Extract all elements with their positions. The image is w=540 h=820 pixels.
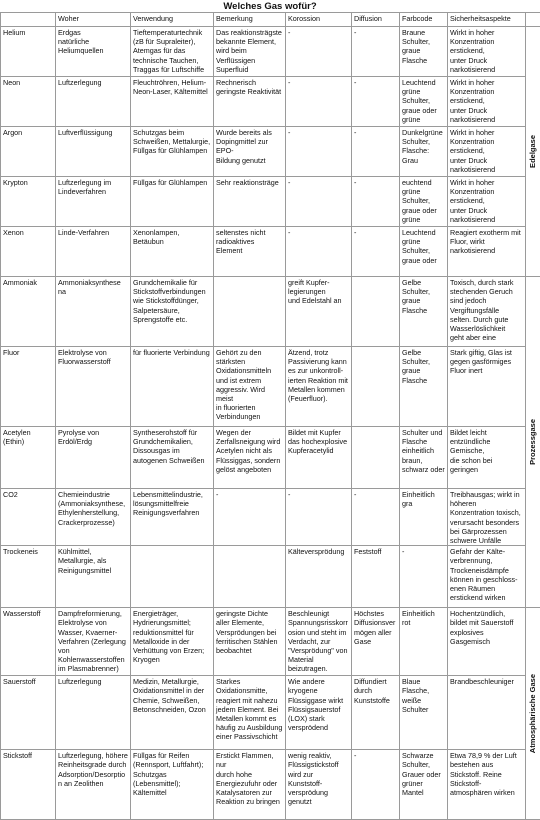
cell-diffusion: Höchstes Diffusionsver mögen aller Gase [352, 608, 400, 676]
header-bemerkung: Bemerkung [214, 13, 286, 27]
cell-bemerkung: Gehört zu den stärksten Oxidationsmitteln und ist extrem aggressiv. Wird meist in fluorierten Verbindungen [214, 347, 286, 427]
cell-bemerkung [214, 277, 286, 347]
cell-diffusion: - [352, 177, 400, 227]
cell-woher: Luftzerlegung [56, 77, 131, 127]
cell-verwendung: Füllgas für Reifen (Rennsport, Luftfahrt); Schutzgas (Lebensmittel); Kältemittel [131, 750, 214, 820]
cell-gas-name: Helium [1, 27, 56, 77]
cell-farbcode: euchtend grüne Schulter, graue oder grüne [400, 177, 448, 227]
cell-farbcode: Braune Schulter, graue Flasche [400, 27, 448, 77]
cell-woher: Kühlmittel, Metallurgie, als Reinigungsmittel [56, 546, 131, 608]
cell-gas-name: Acetylen (Ethin) [1, 427, 56, 489]
header-woher: Woher [56, 13, 131, 27]
cell-farbcode: Einheitlich rot [400, 608, 448, 676]
cell-verwendung: Grundchemikalie für Stickstoffverbindungen wie Stickstoffdünger, Salpetersäure, Sprengstoffe etc. [131, 277, 214, 347]
cell-bemerkung: Erstickt Flammen, nur durch hohe Energiezufuhr oder Katalysatoren zur Reaktion zu bringen [214, 750, 286, 820]
cell-korossion: - [286, 127, 352, 177]
table-row [1, 27, 540, 77]
cell-diffusion: - [352, 750, 400, 820]
cell-sicherheitsaspekte: Gefahr der Kälte- verbrennung, Trockeneisdämpfe können in geschloss- enen Räumen erstickend wirken [448, 546, 526, 608]
cell-korossion: - [286, 77, 352, 127]
cell-farbcode: Leuchtend grüne Schulter, graue oder grüne [400, 77, 448, 127]
cell-sicherheitsaspekte: Etwa 78,9 % der Luft bestehen aus Stickstoff. Reine Stickstoff- atmosphären wirken [448, 750, 526, 820]
cell-woher: Erdgas natürliche Heliumquellen [56, 27, 131, 77]
cell-gas-name: Xenon [1, 227, 56, 277]
group-cell [526, 608, 540, 820]
table-row [1, 427, 540, 489]
cell-sicherheitsaspekte: Brandbeschleuniger [448, 676, 526, 750]
cell-woher: Luftzerlegung, höhere Reinheitsgrade durch Adsorption/Desorptio n an Zeolithen [56, 750, 131, 820]
cell-bemerkung: Das reaktionsträgste bekannte Element, wird beim Verflüssigen Superfluid [214, 27, 286, 77]
cell-bemerkung: Wegen der Zerfallsneigung wird Acetylen nicht als Flüssiggas, sondern gelöst angeboten [214, 427, 286, 489]
cell-farbcode: Blaue Flasche, weiße Schulter [400, 676, 448, 750]
cell-diffusion [352, 427, 400, 489]
cell-farbcode: Schulter und Flasche einheitlich braun, schwarz oder [400, 427, 448, 489]
cell-korossion: - [286, 227, 352, 277]
group-cell [526, 277, 540, 608]
header-diffusion: Diffusion [352, 13, 400, 27]
table-row [1, 227, 540, 277]
header-korossion: Korossion [286, 13, 352, 27]
cell-diffusion: - [352, 227, 400, 277]
gas-table [0, 12, 540, 820]
cell-farbcode: Gelbe Schulter, graue Flasche [400, 347, 448, 427]
header-farbcode: Farbcode [400, 13, 448, 27]
table-row [1, 277, 540, 347]
cell-woher: Luftzerlegung im Lindeverfahren [56, 177, 131, 227]
cell-bemerkung: Starkes Oxidationsmitte, reagiert mit nahezu jedem Element. Bei Metallen kommt es häufig zu Ausbildung einer Passivschicht [214, 676, 286, 750]
cell-bemerkung: seltenstes nicht radioaktives Element [214, 227, 286, 277]
header-sicherheitsaspekte: Sicherheitsaspekte [448, 13, 526, 27]
cell-sicherheitsaspekte: Bildet leicht entzündliche Gemische, die schon bei geringen [448, 427, 526, 489]
cell-sicherheitsaspekte: Hochentzündlich, bildet mit Sauerstoff explosives Gasgemisch [448, 608, 526, 676]
group-cell [526, 27, 540, 277]
cell-verwendung: Fleuchtröhren, Helium- Neon-Laser, Kältemittel [131, 77, 214, 127]
cell-sicherheitsaspekte: Wirkt in hoher Konzentration erstickend, unter Druck narkotisierend [448, 177, 526, 227]
cell-gas-name: Neon [1, 77, 56, 127]
cell-gas-name: Stickstoff [1, 750, 56, 820]
group-label: Edelgase [528, 135, 537, 168]
cell-sicherheitsaspekte: Toxisch, durch stark stechenden Geruch sind jedoch Vergiftungsfälle selten. Durch gute Wasserlöslichkeit geht aber eine [448, 277, 526, 347]
cell-korossion: Bildet mit Kupfer das hochexplosive Kupferacetylid [286, 427, 352, 489]
cell-sicherheitsaspekte: Treibhausgas; wirkt in höheren Konzentration toxisch, verursacht besonders bei Gärprozessen schwere Unfälle [448, 489, 526, 546]
cell-farbcode: Gelbe Schulter, graue Flasche [400, 277, 448, 347]
cell-diffusion: Feststoff [352, 546, 400, 608]
cell-gas-name: Argon [1, 127, 56, 177]
cell-diffusion [352, 347, 400, 427]
cell-diffusion: - [352, 489, 400, 546]
cell-verwendung: Lebensmittelindustrie, lösungsmittelfreie Reinigungsverfahren [131, 489, 214, 546]
cell-woher: Chemieindustrie (Ammoniaksynthese, Ethylenherstellung, Crackerprozesse) [56, 489, 131, 546]
table-row [1, 489, 540, 546]
cell-bemerkung: - [214, 489, 286, 546]
table-row [1, 608, 540, 676]
cell-bemerkung [214, 546, 286, 608]
cell-diffusion: - [352, 77, 400, 127]
cell-gas-name: Sauerstoff [1, 676, 56, 750]
cell-korossion: - [286, 489, 352, 546]
cell-verwendung: Syntheserohstoff für Grundchemikalien, Dissousgas im autogenen Schweißen [131, 427, 214, 489]
cell-sicherheitsaspekte: Wirkt in hoher Konzentration erstickend, unter Druck narkotisierend [448, 77, 526, 127]
cell-gas-name: CO2 [1, 489, 56, 546]
cell-woher: Pyrolyse von Erdöl/Erdg [56, 427, 131, 489]
cell-sicherheitsaspekte: Wirkt in hoher Konzentration erstickend, unter Druck narkotisierend [448, 127, 526, 177]
header-group [526, 13, 540, 27]
cell-sicherheitsaspekte: Reagiert exotherm mit Fluor, wirkt narkotisierend [448, 227, 526, 277]
cell-sicherheitsaspekte: Stark giftig, Glas ist gegen gasförmiges Fluor inert [448, 347, 526, 427]
header-gas [1, 13, 56, 27]
table-row [1, 177, 540, 227]
cell-diffusion: Diffundiert durch Kunststoffe [352, 676, 400, 750]
cell-korossion: greift Kupfer- legierungen und Edelstahl an [286, 277, 352, 347]
header-verwendung: Verwendung [131, 13, 214, 27]
cell-korossion: Ätzend, trotz Passivierung kann es zur unkontroll- ierten Reaktion mit Metallen kommen (Feuerfluor). [286, 347, 352, 427]
cell-woher: Luftverflüssigung [56, 127, 131, 177]
cell-farbcode: Leuchtend grüne Schulter, graue oder [400, 227, 448, 277]
cell-woher: Luftzerlegung [56, 676, 131, 750]
cell-sicherheitsaspekte: Wirkt in hoher Konzentration erstickend, unter Druck narkotisierend [448, 27, 526, 77]
cell-verwendung: Füllgas für Glühlampen [131, 177, 214, 227]
cell-korossion: - [286, 177, 352, 227]
group-label: Atmosphärische Gase [528, 674, 537, 753]
cell-verwendung: Energieträger, Hydrierungsmittel; reduktionsmittel für Metalloxide in der Verhüttung von Erzen; Kryogen [131, 608, 214, 676]
cell-verwendung: für fluorierte Verbindung [131, 347, 214, 427]
cell-farbcode: Dunkelgrüne Schulter, Flasche: Grau [400, 127, 448, 177]
cell-woher: Ammoniaksynthese na [56, 277, 131, 347]
cell-gas-name: Krypton [1, 177, 56, 227]
cell-gas-name: Fluor [1, 347, 56, 427]
cell-farbcode: Schwarze Schulter, Grauer oder grüner Mantel [400, 750, 448, 820]
page-title: Welches Gas wofür? [0, 1, 540, 12]
cell-farbcode: Einheitlich gra [400, 489, 448, 546]
cell-bemerkung: Rechnerisch geringste Reaktivität [214, 77, 286, 127]
cell-diffusion: - [352, 127, 400, 177]
cell-verwendung [131, 546, 214, 608]
cell-verwendung: Tieftemperaturtechnik (zB für Supraleiter), Atemgas für das technische Tauchen, Traggas für Luftschiffe [131, 27, 214, 77]
table-row [1, 750, 540, 820]
table-row [1, 676, 540, 750]
cell-korossion: wenig reaktiv, Flüssigstickstoff wird zur Kunststoff- versprödung genutzt [286, 750, 352, 820]
table-row [1, 77, 540, 127]
cell-gas-name: Trockeneis [1, 546, 56, 608]
cell-diffusion: - [352, 27, 400, 77]
table-row [1, 546, 540, 608]
table-row [1, 127, 540, 177]
header-row [1, 13, 540, 27]
cell-gas-name: Wasserstoff [1, 608, 56, 676]
cell-bemerkung: Wurde bereits als Dopingmittel zur EPO- Bildung genutzt [214, 127, 286, 177]
cell-bemerkung: Sehr reaktionsträge [214, 177, 286, 227]
cell-korossion: Beschleunigt Spannungsrisskorr osion und steht im Verdacht, zur "Versprödung" von Material beizutragen. [286, 608, 352, 676]
cell-farbcode: - [400, 546, 448, 608]
group-label: Prozessgase [528, 419, 537, 465]
cell-korossion: Wie andere kryogene Flüssiggase wirkt Flüssigsauerstof (LOX) stark versprödend [286, 676, 352, 750]
cell-woher: Dampfreformierung, Elektrolyse von Wasser, Kvaerner- Verfahren (Zerlegung von Kohlenwasserstoffen im Plasmabrenner) [56, 608, 131, 676]
cell-bemerkung: geringste Dichte aller Elemente, Versprödungen bei ferritischen Stählen beobachtet [214, 608, 286, 676]
cell-korossion: Kälteversprödung [286, 546, 352, 608]
cell-diffusion [352, 277, 400, 347]
cell-woher: Linde-Verfahren [56, 227, 131, 277]
cell-woher: Elektrolyse von Fluorwasserstoff [56, 347, 131, 427]
cell-gas-name: Ammoniak [1, 277, 56, 347]
cell-verwendung: Medizin, Metallurgie, Oxidationsmittel in der Chemie, Schweißen, Betonschneiden, Ozon [131, 676, 214, 750]
cell-verwendung: Schutzgas beim Schweißen, Mettalurgie, Füllgas für Glühlampen [131, 127, 214, 177]
cell-verwendung: Xenonlampen, Betäubun [131, 227, 214, 277]
cell-korossion: - [286, 27, 352, 77]
table-row [1, 347, 540, 427]
